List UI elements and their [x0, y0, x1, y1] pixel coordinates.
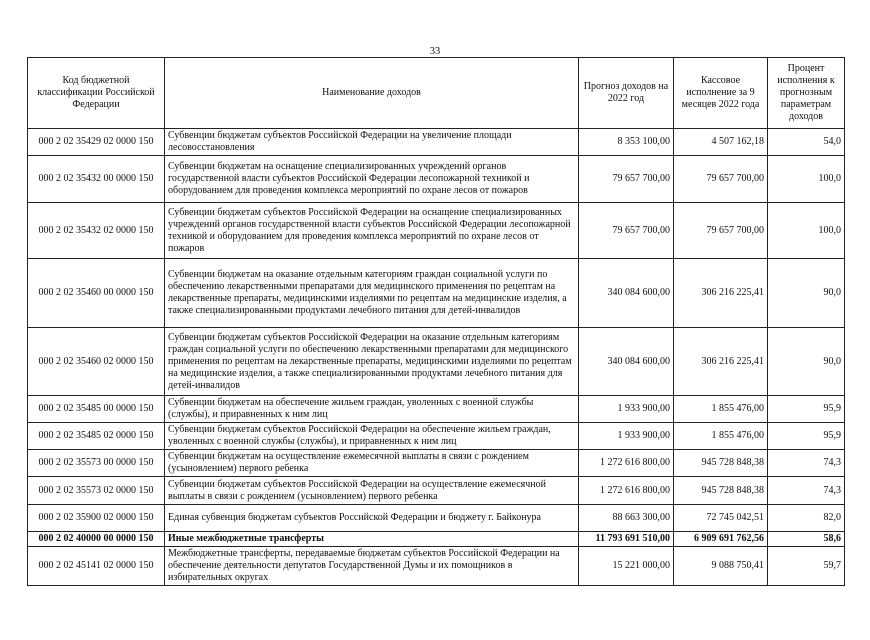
- row-percent: 58,6: [768, 532, 845, 547]
- row-cash: 9 088 750,41: [674, 547, 768, 586]
- row-forecast: 1 933 900,00: [579, 396, 674, 423]
- row-code: 000 2 02 35460 00 0000 150: [28, 259, 165, 328]
- row-name: Субвенции бюджетам на обеспечение жильем граждан, уволенных с военной службы (службы), и приравненных к ним лиц: [165, 396, 579, 423]
- row-forecast: 15 221 000,00: [579, 547, 674, 586]
- row-forecast: 11 793 691 510,00: [579, 532, 674, 547]
- row-cash: 6 909 691 762,56: [674, 532, 768, 547]
- row-cash: 945 728 848,38: [674, 477, 768, 505]
- row-cash: 945 728 848,38: [674, 450, 768, 477]
- table-row: [28, 156, 845, 203]
- row-name: Субвенции бюджетам субъектов Российской Федерации на оказание отдельным категориям граждан социальной услуги по обеспечению лекарственными препаратами для медицинского применения по рецептам на лекарственные препараты, медицинскими изделиями по рецептам на медицинские изделия, а также специализированными продуктами лечебного питания для детей-инвалидов: [165, 328, 579, 396]
- row-forecast: 8 353 100,00: [579, 129, 674, 156]
- row-name: Субвенции бюджетам субъектов Российской Федерации на осуществление ежемесячной выплаты в связи с рождением (усыновлением) первого ребенка: [165, 477, 579, 505]
- header-cash: Кассовое исполнение за 9 месяцев 2022 года: [674, 58, 768, 129]
- row-name: Межбюджетные трансферты, передаваемые бюджетам субъектов Российской Федерации на обеспечение деятельности депутатов Государственной Думы и их помощников в избирательных округах: [165, 547, 579, 586]
- row-percent: 95,9: [768, 423, 845, 450]
- row-percent: 59,7: [768, 547, 845, 586]
- table-row: [28, 259, 845, 328]
- row-cash: 79 657 700,00: [674, 203, 768, 259]
- table-row: [28, 396, 845, 423]
- row-cash: 306 216 225,41: [674, 259, 768, 328]
- row-code: 000 2 02 35900 02 0000 150: [28, 505, 165, 532]
- row-cash: 1 855 476,00: [674, 396, 768, 423]
- row-cash: 306 216 225,41: [674, 328, 768, 396]
- row-code: 000 2 02 35485 00 0000 150: [28, 396, 165, 423]
- page-number: 33: [429, 46, 441, 57]
- table-row: [28, 505, 845, 532]
- row-name: Единая субвенция бюджетам субъектов Российской Федерации и бюджету г. Байконура: [165, 505, 579, 532]
- row-name: Субвенции бюджетам на оказание отдельным категориям граждан социальной услуги по обеспечению лекарственными препаратами для медицинского применения по рецептам на лекарственные препараты, медицинскими изделиями по рецептам на медицинские изделия, а также специализированными продуктами лечебного питания для детей-инвалидов: [165, 259, 579, 328]
- header-code: Код бюджетной классификации Российской Федерации: [28, 58, 165, 129]
- row-code: 000 2 02 35432 02 0000 150: [28, 203, 165, 259]
- row-code: 000 2 02 35485 02 0000 150: [28, 423, 165, 450]
- table-row: [28, 450, 845, 477]
- table-row: [28, 532, 845, 547]
- row-percent: 90,0: [768, 259, 845, 328]
- row-code: 000 2 02 35573 00 0000 150: [28, 450, 165, 477]
- row-percent: 74,3: [768, 477, 845, 505]
- row-code: 000 2 02 35460 02 0000 150: [28, 328, 165, 396]
- row-forecast: 1 272 616 800,00: [579, 477, 674, 505]
- row-forecast: 340 084 600,00: [579, 259, 674, 328]
- row-name: Субвенции бюджетам субъектов Российской Федерации на оснащение специализированных учреждений органов государственной власти субъектов Российской Федерации лесопожарной техникой и оборудованием для проведения комплекса мероприятий по охране лесов от пожаров: [165, 203, 579, 259]
- row-percent: 74,3: [768, 450, 845, 477]
- row-cash: 1 855 476,00: [674, 423, 768, 450]
- row-code: 000 2 02 35573 02 0000 150: [28, 477, 165, 505]
- header-forecast: Прогноз доходов на 2022 год: [579, 58, 674, 129]
- row-cash: 72 745 042,51: [674, 505, 768, 532]
- budget-table: [27, 57, 845, 586]
- row-forecast: 79 657 700,00: [579, 156, 674, 203]
- row-forecast: 340 084 600,00: [579, 328, 674, 396]
- row-percent: 100,0: [768, 203, 845, 259]
- row-forecast: 79 657 700,00: [579, 203, 674, 259]
- table-row: [28, 477, 845, 505]
- row-cash: 79 657 700,00: [674, 156, 768, 203]
- row-name: Субвенции бюджетам на осуществление ежемесячной выплаты в связи с рождением (усыновлением) первого ребенка: [165, 450, 579, 477]
- table-row: [28, 203, 845, 259]
- table-header-row: [28, 58, 845, 129]
- row-percent: 100,0: [768, 156, 845, 203]
- row-name: Субвенции бюджетам субъектов Российской Федерации на увеличение площади лесовосстановления: [165, 129, 579, 156]
- row-name: Субвенции бюджетам на оснащение специализированных учреждений органов государственной власти субъектов Российской Федерации лесопожарной техникой и оборудованием для проведения комплекса мероприятий по охране лесов от пожаров: [165, 156, 579, 203]
- row-code: 000 2 02 45141 02 0000 150: [28, 547, 165, 586]
- row-code: 000 2 02 35432 00 0000 150: [28, 156, 165, 203]
- table-row: [28, 547, 845, 586]
- row-percent: 82,0: [768, 505, 845, 532]
- row-cash: 4 507 162,18: [674, 129, 768, 156]
- row-forecast: 88 663 300,00: [579, 505, 674, 532]
- row-percent: 90,0: [768, 328, 845, 396]
- table-row: [28, 129, 845, 156]
- table-row: [28, 423, 845, 450]
- header-percent: Процент исполнения к прогнозным параметрам доходов: [768, 58, 845, 129]
- header-name: Наименование доходов: [165, 58, 579, 129]
- row-percent: 95,9: [768, 396, 845, 423]
- row-forecast: 1 272 616 800,00: [579, 450, 674, 477]
- row-name: Субвенции бюджетам субъектов Российской Федерации на обеспечение жильем граждан, уволенных с военной службы (службы), и приравненных к ним лиц: [165, 423, 579, 450]
- row-forecast: 1 933 900,00: [579, 423, 674, 450]
- row-percent: 54,0: [768, 129, 845, 156]
- table-body: [28, 129, 845, 586]
- row-name: Иные межбюджетные трансферты: [165, 532, 579, 547]
- table-row: [28, 328, 845, 396]
- row-code: 000 2 02 40000 00 0000 150: [28, 532, 165, 547]
- row-code: 000 2 02 35429 02 0000 150: [28, 129, 165, 156]
